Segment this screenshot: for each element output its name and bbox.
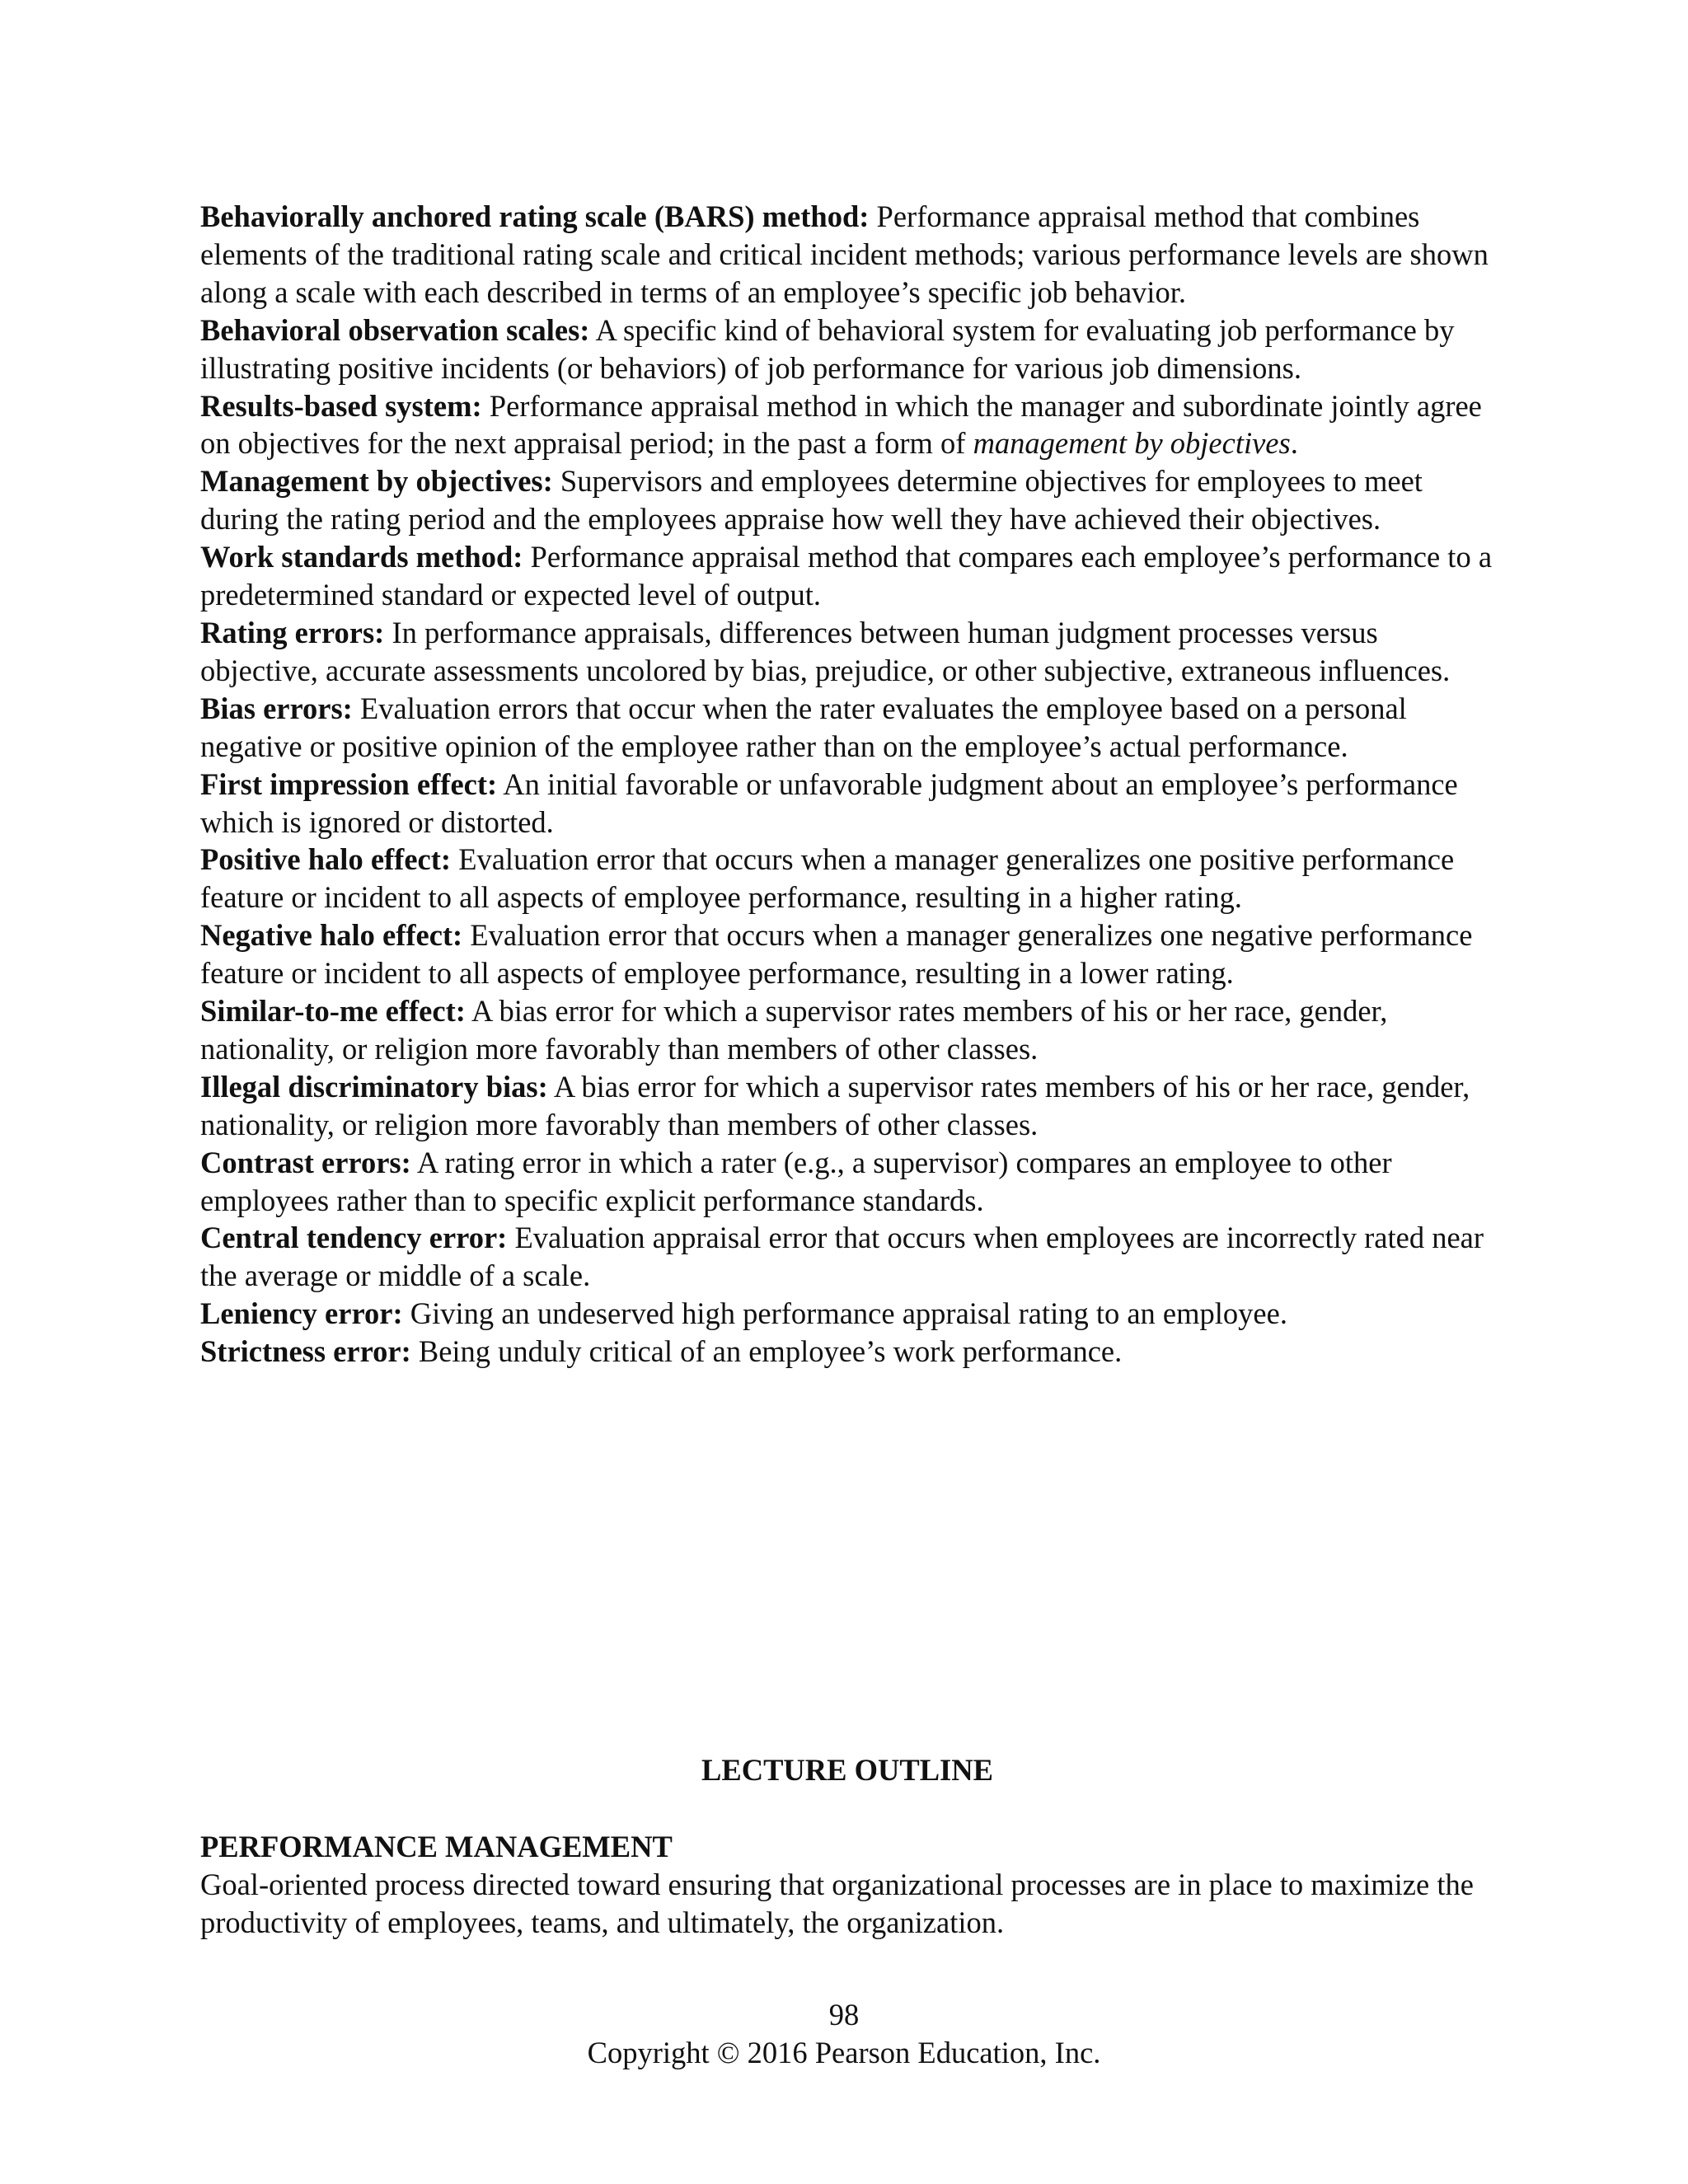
glossary-italic-phrase: management by objectives — [973, 426, 1291, 461]
glossary-term: Leniency error: — [200, 1296, 403, 1331]
glossary-definition: An initial favorable or unfavorable judgment about an employee’s performance which is ignored or distorted. — [200, 766, 1458, 839]
glossary-definition: Being unduly critical of an employee’s work performance. — [410, 1334, 1123, 1369]
glossary-definition: A bias error for which a supervisor rates members of his or her race, gender, nationality, or religion more favorably than members of other classes. — [200, 994, 1388, 1066]
glossary-term: Illegal discriminatory bias: — [200, 1069, 548, 1104]
glossary-definition: A specific kind of behavioral system for evaluating job performance by illustrating positive incidents (or behaviors) of job performance for various job dimensions. — [200, 312, 1455, 385]
glossary-term: Rating errors: — [200, 615, 385, 649]
glossary-definition: Evaluation error that occurs when a manager generalizes one positive performance feature or incident to all aspects of employee performance, resulting in a higher rating. — [200, 842, 1455, 915]
glossary-term: Behavioral observation scales: — [200, 312, 590, 347]
glossary-entry — [200, 916, 1494, 992]
glossary-entry — [200, 1068, 1494, 1144]
glossary-list — [200, 198, 1494, 1371]
glossary-definition: A rating error in which a rater (e.g., a supervisor) compares an employee to other employees rather than to specific explicit performance standards. — [200, 1145, 1392, 1217]
section-text: Goal-oriented process directed toward ensuring that organizational processes are in place to maximize the productivity of employees, teams, and ultimately, the organization. — [200, 1868, 1474, 1939]
glossary-term: Negative halo effect: — [200, 918, 463, 953]
glossary-term: Bias errors: — [200, 691, 353, 725]
lecture-outline-heading: LECTURE OUTLINE — [701, 1753, 993, 1787]
glossary-entry — [200, 1333, 1494, 1371]
glossary-definition: Performance appraisal method that combines elements of the traditional rating scale and critical incident methods; various performance levels are shown along a scale with each described in terms of an employee’s specific job behavior. — [200, 199, 1489, 309]
glossary-definition: Evaluation errors that occur when the rater evaluates the employee based on a personal negative or positive opinion of the employee rather than on the employee’s actual performance. — [200, 691, 1407, 763]
glossary-term: Central tendency error: — [200, 1221, 508, 1255]
glossary-entry — [200, 1219, 1494, 1295]
glossary-definition: Performance appraisal method that compares each employee’s performance to a predetermined standard or expected level of output. — [200, 540, 1493, 612]
glossary-entry — [200, 198, 1494, 312]
glossary-definition: Evaluation appraisal error that occurs when employees are incorrectly rated near the average or middle of a scale. — [200, 1221, 1484, 1293]
glossary-term: Behaviorally anchored rating scale (BARS) method: — [200, 199, 870, 233]
document-page — [200, 198, 1494, 1939]
page-number: 98 — [828, 1998, 860, 2032]
glossary-entry — [200, 387, 1494, 463]
glossary-entry — [200, 1295, 1494, 1333]
glossary-term: Management by objectives: — [200, 464, 553, 499]
glossary-definition: Supervisors and employees determine objectives for employees to meet during the rating period and the employees appraise how well they have achieved their objectives. — [200, 464, 1423, 537]
glossary-term: Contrast errors: — [200, 1145, 411, 1179]
glossary-entry — [200, 614, 1494, 690]
glossary-entry — [200, 992, 1494, 1068]
section-title: PERFORMANCE MANAGEMENT — [200, 1830, 673, 1863]
glossary-definition: In performance appraisals, differences between human judgment processes versus objective, accurate assessments uncolored by bias, prejudice, or other subjective, extraneous influences. — [200, 615, 1451, 687]
glossary-term: Similar-to-me effect: — [200, 994, 466, 1029]
glossary-term: First impression effect: — [200, 766, 498, 801]
glossary-definition: Giving an undeserved high performance appraisal rating to an employee. — [402, 1296, 1287, 1331]
copyright-notice: Copyright © 2016 Pearson Education, Inc. — [587, 2036, 1101, 2069]
glossary-term: Positive halo effect: — [200, 842, 452, 877]
glossary-entry — [200, 690, 1494, 766]
glossary-term: Results-based system: — [200, 388, 482, 423]
glossary-definition: A bias error for which a supervisor rates members of his or her race, gender, nationality, or religion more favorably than members of other classes. — [200, 1069, 1470, 1141]
glossary-entry — [200, 538, 1494, 614]
glossary-entry — [200, 766, 1494, 841]
glossary-trailing-text: . — [1290, 426, 1298, 461]
glossary-term: Strictness error: — [200, 1334, 411, 1369]
glossary-entry — [200, 1144, 1494, 1220]
glossary-definition: Evaluation error that occurs when a manager generalizes one negative performance feature or incident to all aspects of employee performance, resulting in a lower rating. — [200, 918, 1473, 991]
glossary-definition: Performance appraisal method in which the manager and subordinate jointly agree on objectives for the next appraisal period; in the past a form of — [200, 388, 1482, 461]
glossary-term: Work standards method: — [200, 540, 523, 574]
glossary-entry — [200, 462, 1494, 538]
glossary-entry — [200, 841, 1494, 916]
glossary-entry — [200, 312, 1494, 387]
